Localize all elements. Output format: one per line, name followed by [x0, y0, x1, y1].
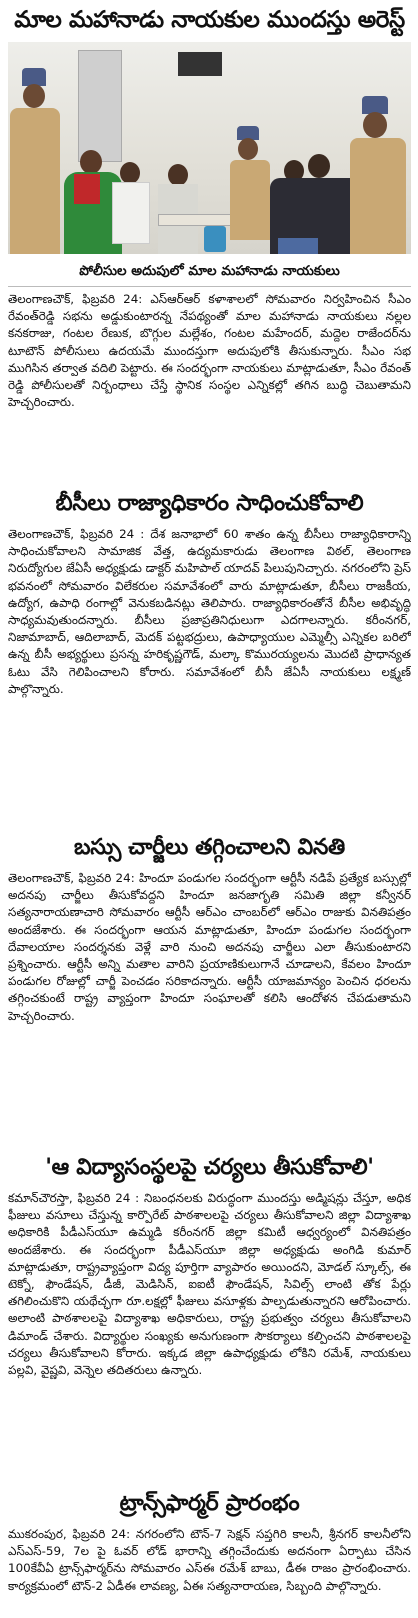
story-bus-block — [8, 870, 411, 1146]
headline-transformer: ట్రాన్స్‌ఫార్మర్ ప్రారంభం — [119, 1491, 300, 1516]
police-body-right — [350, 138, 406, 254]
police-head-right — [363, 112, 387, 138]
story-schools-body: కమాన్‌చౌరస్తా, ఫిబ్రవరి 24 : నిబంధనలకు విరుద్ధంగా ముందస్తు అడ్మిషన్లు చేస్తూ, అధిక ఫీజులు వసూలు చేస్తున్న కార్పొరేట్ పాఠశాలలపై చర్యలు తీసుకోవాలని జిల్లా విద్యాశాఖ అధికారికి పీడీఎస్‌యూ ఉమ్మడి కరీంనగర్ జిల్లా కమిటీ ఆధ్వర్యంలో వినతిపత్రం అందజేశారు. ఈ సందర్భంగా పీడీఎస్‌యూ జిల్లా అధ్యక్షుడు అంగిడి కుమార్ మాట్లాడుతూ, రాష్ట్రవ్యాప్తంగా విద్య పూర్తిగా వ్యాపారం అయిందని, మోడల్ స్కూల్స్, ఈ టెక్నో, ఫౌండేషన్, డీజీ, మెడిసిన్, ఐఐటీ ఫౌండేషన్, సివిల్స్ లాంటి తోక పేర్లు తగిలించుకొని యథేచ్ఛగా రూ.లక్షల్లో ఫీజులు వసూళ్లకు పాల్పడుతున్నారని ఆరోపించారు. అలాంటి పాఠశాలలపై విద్యాశాఖ అధికారులు, రాష్ట్ర ప్రభుత్వం చర్యలు తీసుకోవాలని డిమాండ్ చేశారు. విద్యార్థుల సంఖ్యకు అనుగుణంగా సౌకర్యాలు కల్పించని పాఠశాలలపై చర్యలు తీసుకోవాలని కోరారు. ఇక్కడ జిల్లా ఉపాధ్యక్షుడు లోకిని రమేశ్, నాయకులు పల్లవి, వైష్ణవి, వెన్నెల తదితరులు ఉన్నారు. — [8, 1191, 411, 1378]
man-head-1 — [120, 162, 140, 184]
story-schools-block — [8, 1190, 411, 1482]
story-transformer-body: ముకరంపుర, ఫిబ్రవరి 24: నగరంలోని టౌన్-7 సెక్షన్ సప్తగిరి కాలనీ, శ్రీనగర్ కాలనీలోని ఎస్ఎస్-59, 7ల పై ఓవర్ లోడ్ భారాన్ని తగ్గించేందుకు అదనంగా ఏర్పాటు చేసిన 100కేవీఏ ట్రాన్స్‌ఫార్మర్‌ను సోమవారం ఎస్ఈ రమేశ్ బాబు, డీఈ రాజం ప్రారంభించారు. కార్యక్రమంలో టౌన్-2 ఏడీఈ లావణ్య, ఏఈ సత్యనారాయణ, సిబ్బంది పాల్గొన్నారు. — [8, 1527, 411, 1593]
man-head-2 — [168, 164, 188, 186]
story-transformer-block — [8, 1526, 411, 1618]
story-bus-body: తెలంగాణచౌక్, ఫిబ్రవరి 24: హిందూ పండుగల సందర్భంగా ఆర్టీసీ నడిపే ప్రత్యేక బస్సుల్లో అదనపు చార్జీలు తీసుకోవద్దని హిందూ జనజాగృతి సమితి జిల్లా కన్వీనర్ సత్యనారాయణాచారి సోమవారం ఆర్టీసీ ఆర్‌ఎం చాంబర్‌లో ఆర్‌ఎం రాజుకు వినతిపత్రం అందజేశారు. ఈ సందర్భంగా ఆయన మాట్లాడుతూ, హిందూ పండుగల సందర్భంగా దేవాలయాల సందర్శనకు వెళ్లే వారి నుంచి అదనపు చార్జీలు ఎలా తీసుకుంటారని ప్రశ్నించారు. ఆర్టీసీ అన్ని మతాల వారిని ప్రయాణికులుగానే చూడాలని, కేవలం హిందూ పండుగల రోజుల్లో చార్జీ పెంచడం సరికాదన్నారు. ఆర్టీసీ యాజమాన్యం పెంచిన ధరలను తగ్గించకుంటే రాష్ట్ర వ్యాప్తంగా హిందూ సంఘాలతో కలిసి ఆందోళన చేపడుతామని హెచ్చరించారు. — [8, 871, 411, 1023]
police-body-mid — [230, 160, 270, 240]
news-photo — [8, 42, 411, 254]
jeans-shape — [278, 238, 318, 254]
police-body-left — [10, 108, 60, 254]
photo-caption: పోలీసుల అదుపులో మాల మహానాడు నాయకులు — [8, 260, 411, 287]
bucket-shape — [204, 226, 226, 252]
window-shape — [78, 50, 122, 162]
woman-blouse — [74, 174, 100, 204]
woman-head — [80, 150, 102, 174]
man-body-1 — [112, 182, 150, 244]
headline-arrest: మాల మహానాడు నాయకుల ముందస్తు అరెస్ట్ — [14, 7, 405, 33]
police-head-mid — [238, 138, 258, 160]
story-bc-body: తెలంగాణచౌక్, ఫిబ్రవరి 24 : దేశ జనాభాలో 60 శాతం ఉన్న బీసీలు రాజ్యాధికారాన్ని సాధించుకోవాలని సామాజిక వేత్త, ఉద్యమకారుడు తెలంగాణ విఠల్, తెలంగాణ నిరుద్యోగుల జేఏసీ అధ్యక్షుడు డాక్టర్ మహిపాల్ యాదవ్ పిలుపునిచ్చారు. నగరంలోని ప్రెస్ భవనంలో సోమవారం విలేకరుల సమావేశంలో వారు మాట్లాడుతూ, బీసీలు రాజకీయ, ఉద్యోగ, ఉపాధి రంగాల్లో వెనుకబడినట్లు తెలిపారు. రాజ్యాధికారంతోనే బీసీల అభివృద్ధి సాధ్యమవుతుందన్నారు. బీసీలు ప్రజాప్రతినిధులుగా ఎదగాలన్నారు. కరీంనగర్, నిజామాబాద్, ఆదిలాబాద్, మెదక్ పట్టభద్రులు, ఉపాధ్యాయుల ఎమ్మెల్సీ ఎన్నికల బరిలో ఉన్న బీసీ అభ్యర్థులు ప్రసన్న హరికృష్ణగౌడ్, మల్కా కొమురయ్యలను మొదటి ప్రాధాన్యత ఓటు వేసి గెలిపించాలని కోరారు. సమావేశంలో బీసీ జేఏసీ నాయకులు లక్ష్మణ్ పాల్గొన్నారు. — [8, 527, 411, 696]
story-bc-block — [8, 526, 411, 826]
police-head-left — [23, 84, 45, 108]
tv-shape — [178, 52, 222, 76]
headline-bc: బీసీలు రాజ్యాధికారం సాధించుకోవాలి — [55, 491, 364, 516]
headline-bus: బస్సు చార్జీలు తగ్గించాలని వినతి — [74, 835, 345, 860]
story-arrest-body: తెలంగాణచౌక్, ఫిబ్రవరి 24: ఎస్ఆర్ఆర్ కళాశాలలో సోమవారం నిర్వహించిన సీఎం రేవంత్‌రెడ్డి సభను అడ్డుకుంటారన్న నేపథ్యంతో మాల మహానాడు నాయకులు నల్లల కనకరాజు, గంటల రేణుక, బొగ్గుల మల్లేశం, గంటల మహేందర్, మద్దెల రాజేందర్‌ను టూటౌన్ పోలీసులు ఉదయమే ముందస్తుగా అదుపులోకి తీసుకున్నారు. సీఎం సభ ముగిసిన తర్వాత వదిలి పెట్టారు. ఈ సందర్భంగా నాయకులు మాట్లాడుతూ, సీఎం రేవంత్ రెడ్డి పోలీసులతో నిర్బంధాలు చేస్తే స్థానిక సంస్థల ఎన్నికల్లో తగిన బుద్ధి చెబుతామని హెచ్చరించారు. — [8, 292, 411, 410]
man-head-4 — [308, 154, 330, 178]
headline-schools: 'ఆ విద్యాసంస్థలపై చర్యలు తీసుకోవాలి' — [45, 1155, 374, 1180]
story-arrest-block — [8, 291, 411, 482]
